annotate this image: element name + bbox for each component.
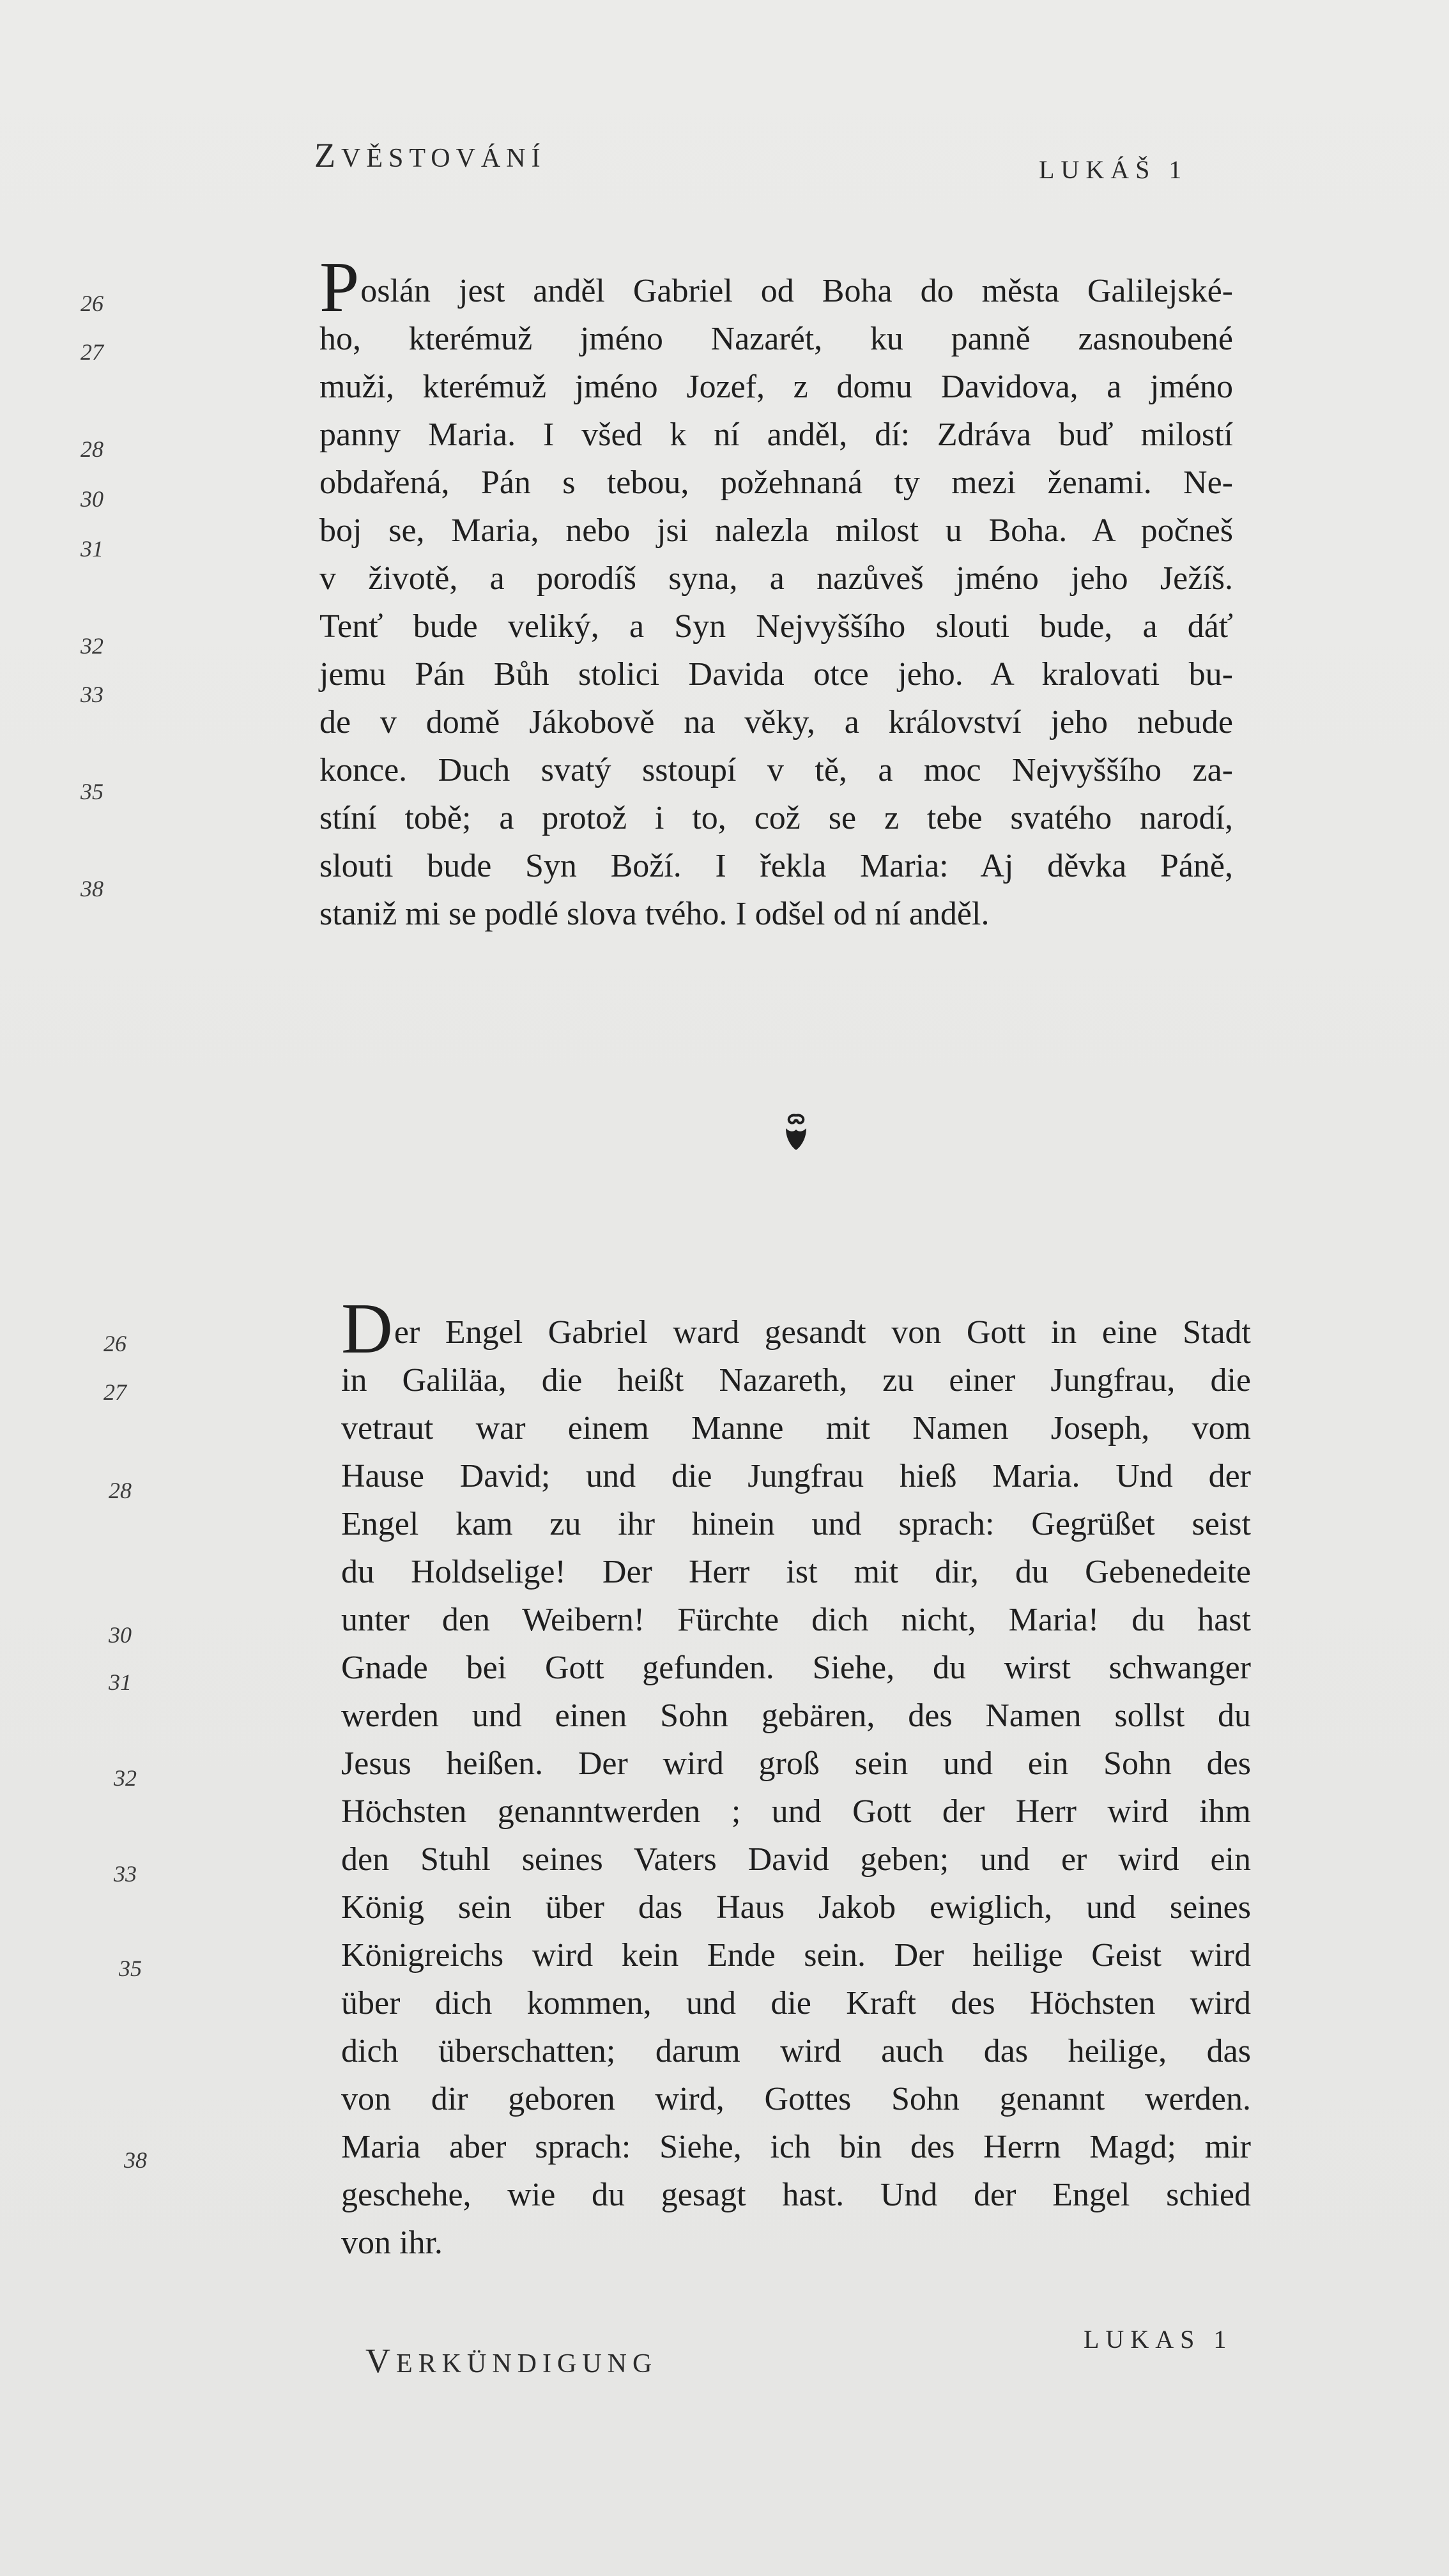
text-line: du Holdselige! Der Herr ist mit dir, du Gebenedeite [341,1554,1251,1590]
text-line: den Stuhl seines Vaters David geben; und er wird ein [341,1841,1251,1878]
text-line: vetraut war einem Manne mit Namen Joseph, vom [341,1410,1251,1446]
verse-number: 33 [114,1861,137,1887]
text-line: König sein über das Haus Jakob ewiglich, und seines [341,1889,1251,1926]
czech-verse-text [319,248,1233,938]
text-line: staniž mi se podlé slova tvého. I odšel od ní anděl. [319,896,990,932]
text-line: de v domě Jákobově na věky, a království jeho nebude [319,704,1233,740]
fleuron-icon [777,1110,815,1155]
verse-number: 35 [80,779,103,804]
verse-number: 27 [80,339,103,365]
text-line: Gnade bei Gott gefunden. Siehe, du wirst schwanger [341,1650,1251,1686]
text-line: Tenť bude veliký, a Syn Nejvyššího slouti bude, a dáť [319,608,1233,645]
text-line: Hause David; und die Jungfrau hieß Maria. Und der [341,1458,1251,1494]
text-line-content: er Engel Gabriel ward gesandt von Gott in eine Stadt [394,1314,1251,1351]
text-line [319,248,1233,327]
text-line: von ihr. [341,2225,443,2261]
verse-number: 30 [109,1622,132,1648]
czech-section-title [314,135,546,175]
text-line: von dir geboren wird, Gottes Sohn genannt werden. [341,2081,1251,2117]
text-line: dich überschatten; darum wird auch das heilige, das [341,2033,1251,2069]
text-line: in Galiläa, die heißt Nazareth, zu einer Jungfrau, die [341,1362,1251,1399]
text-line: Engel kam zu ihr hinein und sprach: Gegrüßet seist [341,1506,1251,1542]
text-line: geschehe, wie du gesagt hast. Und der Engel schied [341,2177,1251,2213]
text-line: Maria aber sprach: Siehe, ich bin des Herrn Magd; mir [341,2129,1251,2165]
text-line: jemu Pán Bůh stolici Davida otce jeho. A kralovati bu- [319,656,1233,693]
verse-number: 26 [80,291,103,316]
czech-title-rest: VĚSTOVÁNÍ [341,144,546,173]
text-line: Höchsten genanntwerden ; und Gott der Herr wird ihm [341,1793,1251,1830]
text-line: v životě, a porodíš syna, a nazůveš jméno jeho Ježíš. [319,560,1233,597]
german-verse-text [341,1289,1251,2267]
text-line: über dich kommen, und die Kraft des Höchsten wird [341,1985,1251,2021]
czech-book-chapter: LUKÁŠ 1 [1039,155,1188,184]
german-title-initial: V [365,2342,396,2380]
verse-number: 30 [80,486,103,512]
text-line: ho, kterémuž jméno Nazarét, ku panně zasnoubené [319,321,1233,357]
text-line: muži, kterémuž jméno Jozef, z domu Davidova, a jméno [319,369,1233,405]
text-line [341,1289,1251,1368]
verse-number: 28 [109,1478,132,1503]
german-title-rest: ERKÜNDIGUNG [396,2349,658,2379]
german-drop-cap: D [341,1289,393,1368]
verse-number: 32 [80,633,103,659]
verse-number: 26 [103,1331,126,1356]
verse-number: 38 [80,876,103,901]
text-line: obdařená, Pán s tebou, požehnaná ty mezi ženami. Ne- [319,464,1233,501]
text-line: konce. Duch svatý sstoupí v tě, a moc Nejvyššího za- [319,752,1233,788]
verse-number: 38 [124,2147,147,2173]
text-line: stíní tobě; a protož i to, což se z tebe svatého narodí, [319,800,1233,836]
text-line: panny Maria. I všed k ní anděl, dí: Zdráva buď milostí [319,417,1233,453]
verse-number: 27 [103,1379,126,1405]
text-line: unter den Weibern! Fürchte dich nicht, Maria! du hast [341,1602,1251,1638]
text-line: Königreichs wird kein Ende sein. Der heilige Geist wird [341,1937,1251,1974]
text-line: slouti bude Syn Boží. I řekla Maria: Aj děvka Páně, [319,848,1233,884]
text-line: Jesus heißen. Der wird groß sein und ein Sohn des [341,1745,1251,1782]
text-line: werden und einen Sohn gebären, des Namen sollst du [341,1698,1251,1734]
german-book-chapter: LUKAS 1 [1084,2325,1233,2354]
czech-drop-cap: P [319,248,360,327]
verse-number: 32 [114,1765,137,1791]
verse-number: 31 [80,536,103,562]
verse-number: 35 [119,1956,142,1981]
german-section-title [365,2341,657,2380]
verse-number: 33 [80,682,103,707]
verse-number: 28 [80,436,103,462]
text-line-content: oslán jest anděl Gabriel od Boha do města Galilejské- [360,273,1233,309]
text-line: boj se, Maria, nebo jsi nalezla milost u Boha. A počneš [319,512,1233,549]
verse-number: 31 [109,1669,132,1695]
czech-title-initial: Z [314,136,341,174]
